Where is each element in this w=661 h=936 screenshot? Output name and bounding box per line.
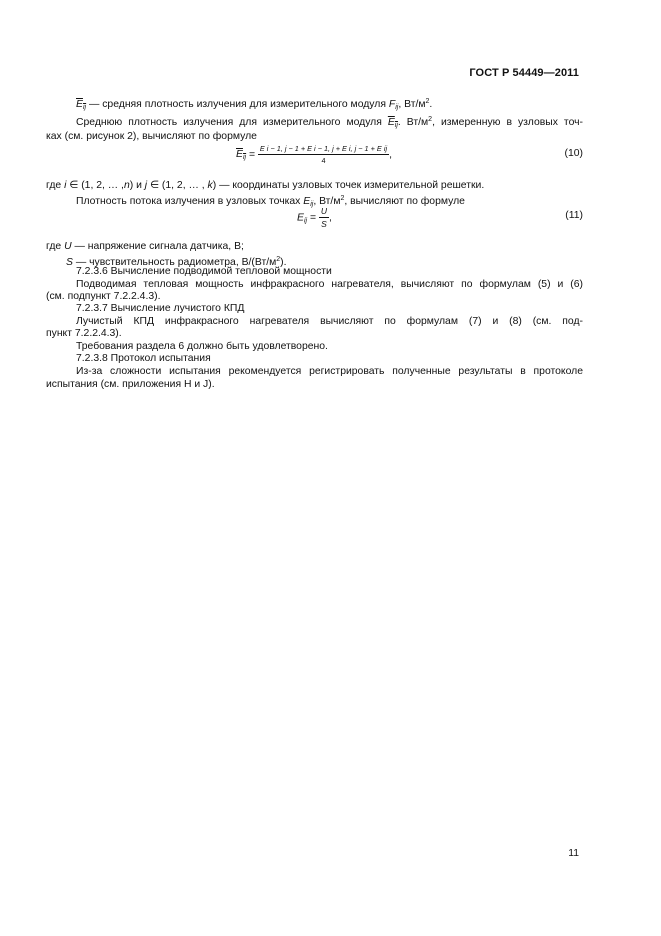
paragraph-line: испытания (см. приложения Н и J).	[46, 379, 215, 390]
subscript-ij: ij	[303, 217, 308, 225]
text: — средняя плотность излучения для измерительного модуля	[86, 99, 389, 110]
equation-number: (11)	[565, 210, 583, 221]
unit: , Вт/м	[398, 99, 426, 110]
paragraph-line	[46, 179, 583, 192]
paragraph-line	[46, 240, 583, 253]
symbol-e: E	[387, 117, 395, 128]
symbol-e: E	[76, 99, 83, 110]
exponent: 2	[276, 256, 281, 263]
comma: ,	[389, 149, 392, 161]
exponent: 2	[428, 116, 433, 123]
var-i: i	[64, 180, 67, 191]
text: . Вт/м	[397, 117, 429, 128]
var-u: U	[64, 241, 72, 252]
equation-number: (10)	[564, 148, 583, 159]
text: ).	[280, 257, 287, 268]
section-heading-7-2-3-8: 7.2.3.8 Протокол испытания	[76, 353, 211, 364]
paragraph-line: Требования раздела 6 должно быть удовлетворено.	[76, 341, 328, 352]
fraction	[258, 144, 389, 165]
subscript-ij: ij	[242, 154, 247, 162]
exponent: 2	[340, 195, 345, 202]
paragraph-line: Лучистый КПД инфракрасного нагревателя вычисляют по формулам (7) и (8) (см. под-	[76, 316, 583, 327]
equals: =	[307, 212, 319, 224]
text: , вычисляют по формуле	[344, 196, 465, 207]
document-code: ГОСТ Р 54449—2011	[469, 67, 579, 79]
text: где	[46, 180, 65, 191]
text: где	[46, 241, 65, 252]
numerator: U	[320, 206, 328, 216]
end: .	[429, 99, 433, 110]
text: — чувствительность радиометра, В/(Вт/м	[72, 257, 277, 268]
symbol-e: E	[297, 212, 304, 224]
definition-mean-density	[76, 95, 583, 114]
paragraph-line: пункт 7.2.2.4.3).	[46, 328, 122, 339]
paragraph-line: ках (см. рисунок 2), вычисляют по формуле	[46, 131, 257, 142]
numerator: E i − 1, j − 1 + E i − 1, j + E i, j − 1 + E ij	[259, 144, 388, 153]
var-s: S	[66, 257, 73, 268]
symbol-e: E	[303, 196, 311, 207]
section-heading-7-2-3-7: 7.2.3.7 Вычисление лучистого КПД	[76, 303, 245, 314]
paragraph-line: Из-за сложности испытания рекомендуется регистрировать полученные результаты в протоколе	[76, 366, 583, 377]
text: Среднюю плотность излучения для измерительного модуля	[76, 117, 388, 128]
section-heading-7-2-3-6: 7.2.3.6 Вычисление подводимой тепловой мощности	[76, 266, 332, 277]
paragraph-line: Подводимая тепловая мощность инфракрасного нагревателя, вычисляют по формулам (5) и (6)	[76, 279, 583, 290]
text: ∈ (1, 2, … ,	[66, 180, 124, 191]
text: ) — координаты узловых точек измерительной решетки.	[212, 180, 485, 191]
text: ∈ (1, 2, … ,	[147, 180, 208, 191]
subscript-ij: ij	[394, 122, 398, 129]
formula-10	[236, 144, 392, 165]
subscript-ij: ij	[395, 104, 399, 111]
text: , Вт/м	[313, 196, 341, 207]
text: Плотность потока излучения в узловых точках	[76, 196, 304, 207]
equals: =	[246, 149, 258, 161]
subscript-ij: ij	[310, 201, 314, 208]
text: — напряжение сигнала датчика, В;	[71, 241, 244, 252]
symbol-f: F	[388, 99, 396, 110]
text: ) и	[129, 180, 145, 191]
page-number: 11	[568, 848, 579, 859]
text: , измеренную в узловых точ-	[432, 117, 583, 128]
var-n: n	[123, 180, 130, 191]
denominator: 4	[321, 156, 326, 165]
fraction	[319, 206, 329, 229]
comma: ,	[329, 212, 332, 224]
var-k: k	[207, 180, 213, 191]
paragraph-line: (см. подпункт 7.2.2.4.3).	[46, 291, 161, 302]
subscript-ij: ij	[82, 104, 87, 111]
formula-11	[297, 206, 332, 229]
symbol-e: E	[236, 149, 243, 161]
denominator: S	[321, 219, 327, 229]
exponent: 2	[425, 98, 430, 105]
var-j: j	[144, 180, 148, 191]
